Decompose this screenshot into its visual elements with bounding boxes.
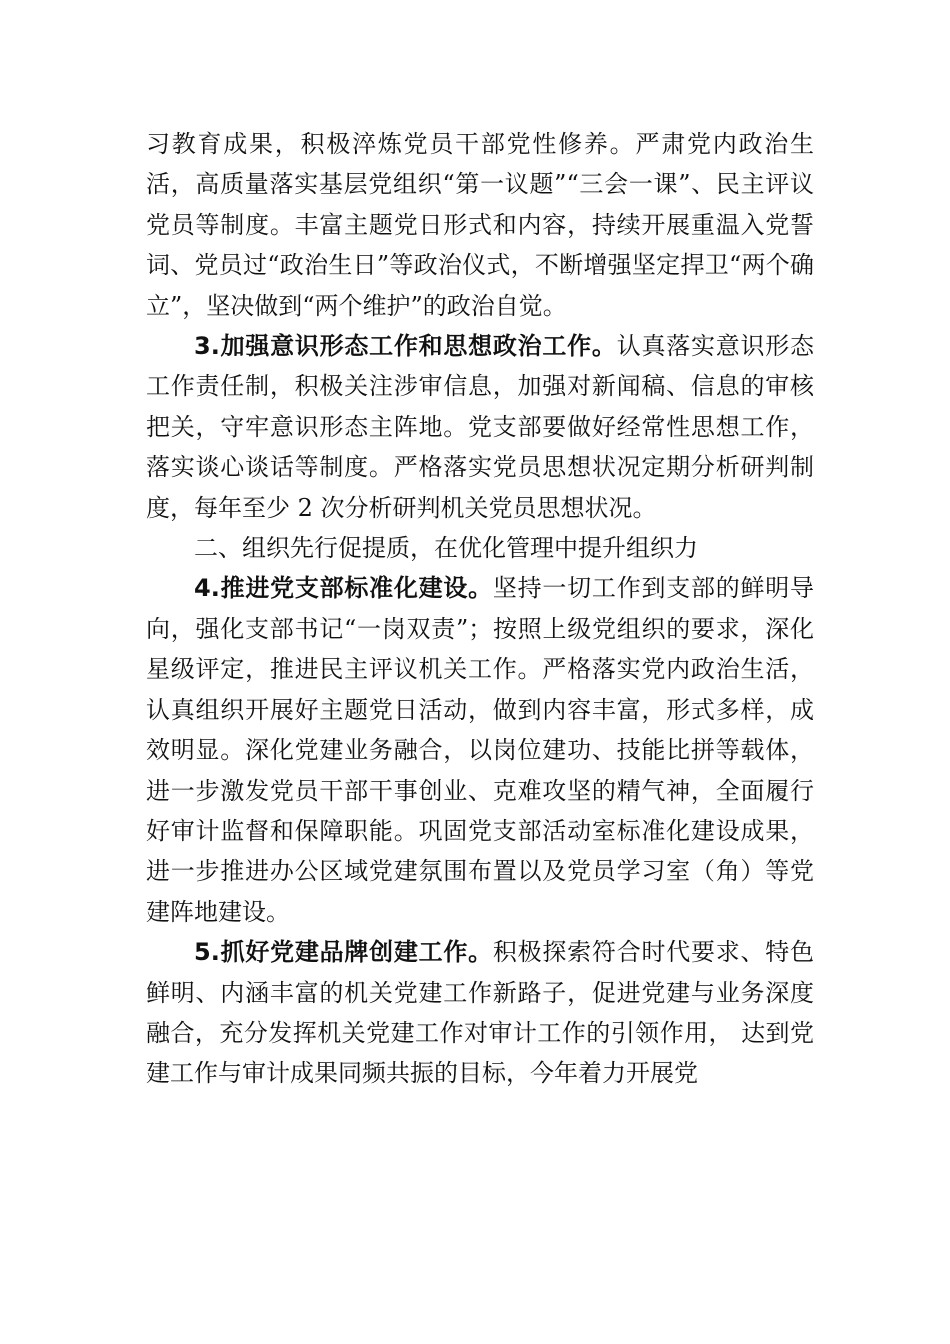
paragraph-body: 积极探索符合时代要求、特色鲜明、内涵丰富的机关党建工作新路子，促进党建与业务深度融合，充分发挥机关党建工作对审计工作的引领作用， 达到党建工作与审计成果同频共振的目标，今年着力开展党 [146,938,814,1088]
paragraph-lead: 4.推进党支部标准化建设。 [194,574,493,603]
paragraph-lead: 5.抓好党建品牌创建工作。 [194,938,493,967]
paragraph-body: 坚持一切工作到支部的鲜明导向，强化支部书记“一岗双责”；按照上级党组织的要求，深化星级评定，推进民主评议机关工作。严格落实党内政治生活，认真组织开展好主题党日活动，做到内容丰富，形式多样，成效明显。深化党建业务融合，以岗位建功、技能比拼等载体，进一步激发党员干部干事创业、克难攻坚的精气神，全面履行好审计监督和保障职能。巩固党支部活动室标准化建设成果，进一步推进办公区域党建氛围布置以及党员学习室（角）等党建阵地建设。 [146,574,814,926]
paragraph-item-4 [146,568,814,932]
paragraph-item-5 [146,932,814,1094]
section-heading: 二、组织先行促提质，在优化管理中提升组织力 [194,534,698,563]
paragraph-continued [146,124,814,326]
paragraph-body: 认真落实意识形态工作责任制，积极关注涉审信息，加强对新闻稿、信息的审核把关，守牢意识形态主阵地。党支部要做好经常性思想工作，落实谈心谈话等制度。严格落实党员思想状况定期分析研判制度，每年至少 2 次分析研判机关党员思想状况。 [146,332,814,522]
paragraph-body: 习教育成果，积极淬炼党员干部党性修养。严肃党内政治生活，高质量落实基层党组织“第一议题”“三会一课”、民主评议党员等制度。丰富主题党日形式和内容，持续开展重温入党誓词、党员过“政治生日”等政治仪式，不断增强坚定捍卫“两个确立”，坚决做到“两个维护”的政治自觉。 [146,130,814,320]
paragraph-lead: 3.加强意识形态工作和思想政治工作。 [194,332,617,361]
document-body [146,124,814,1094]
paragraph-item-3 [146,326,814,528]
